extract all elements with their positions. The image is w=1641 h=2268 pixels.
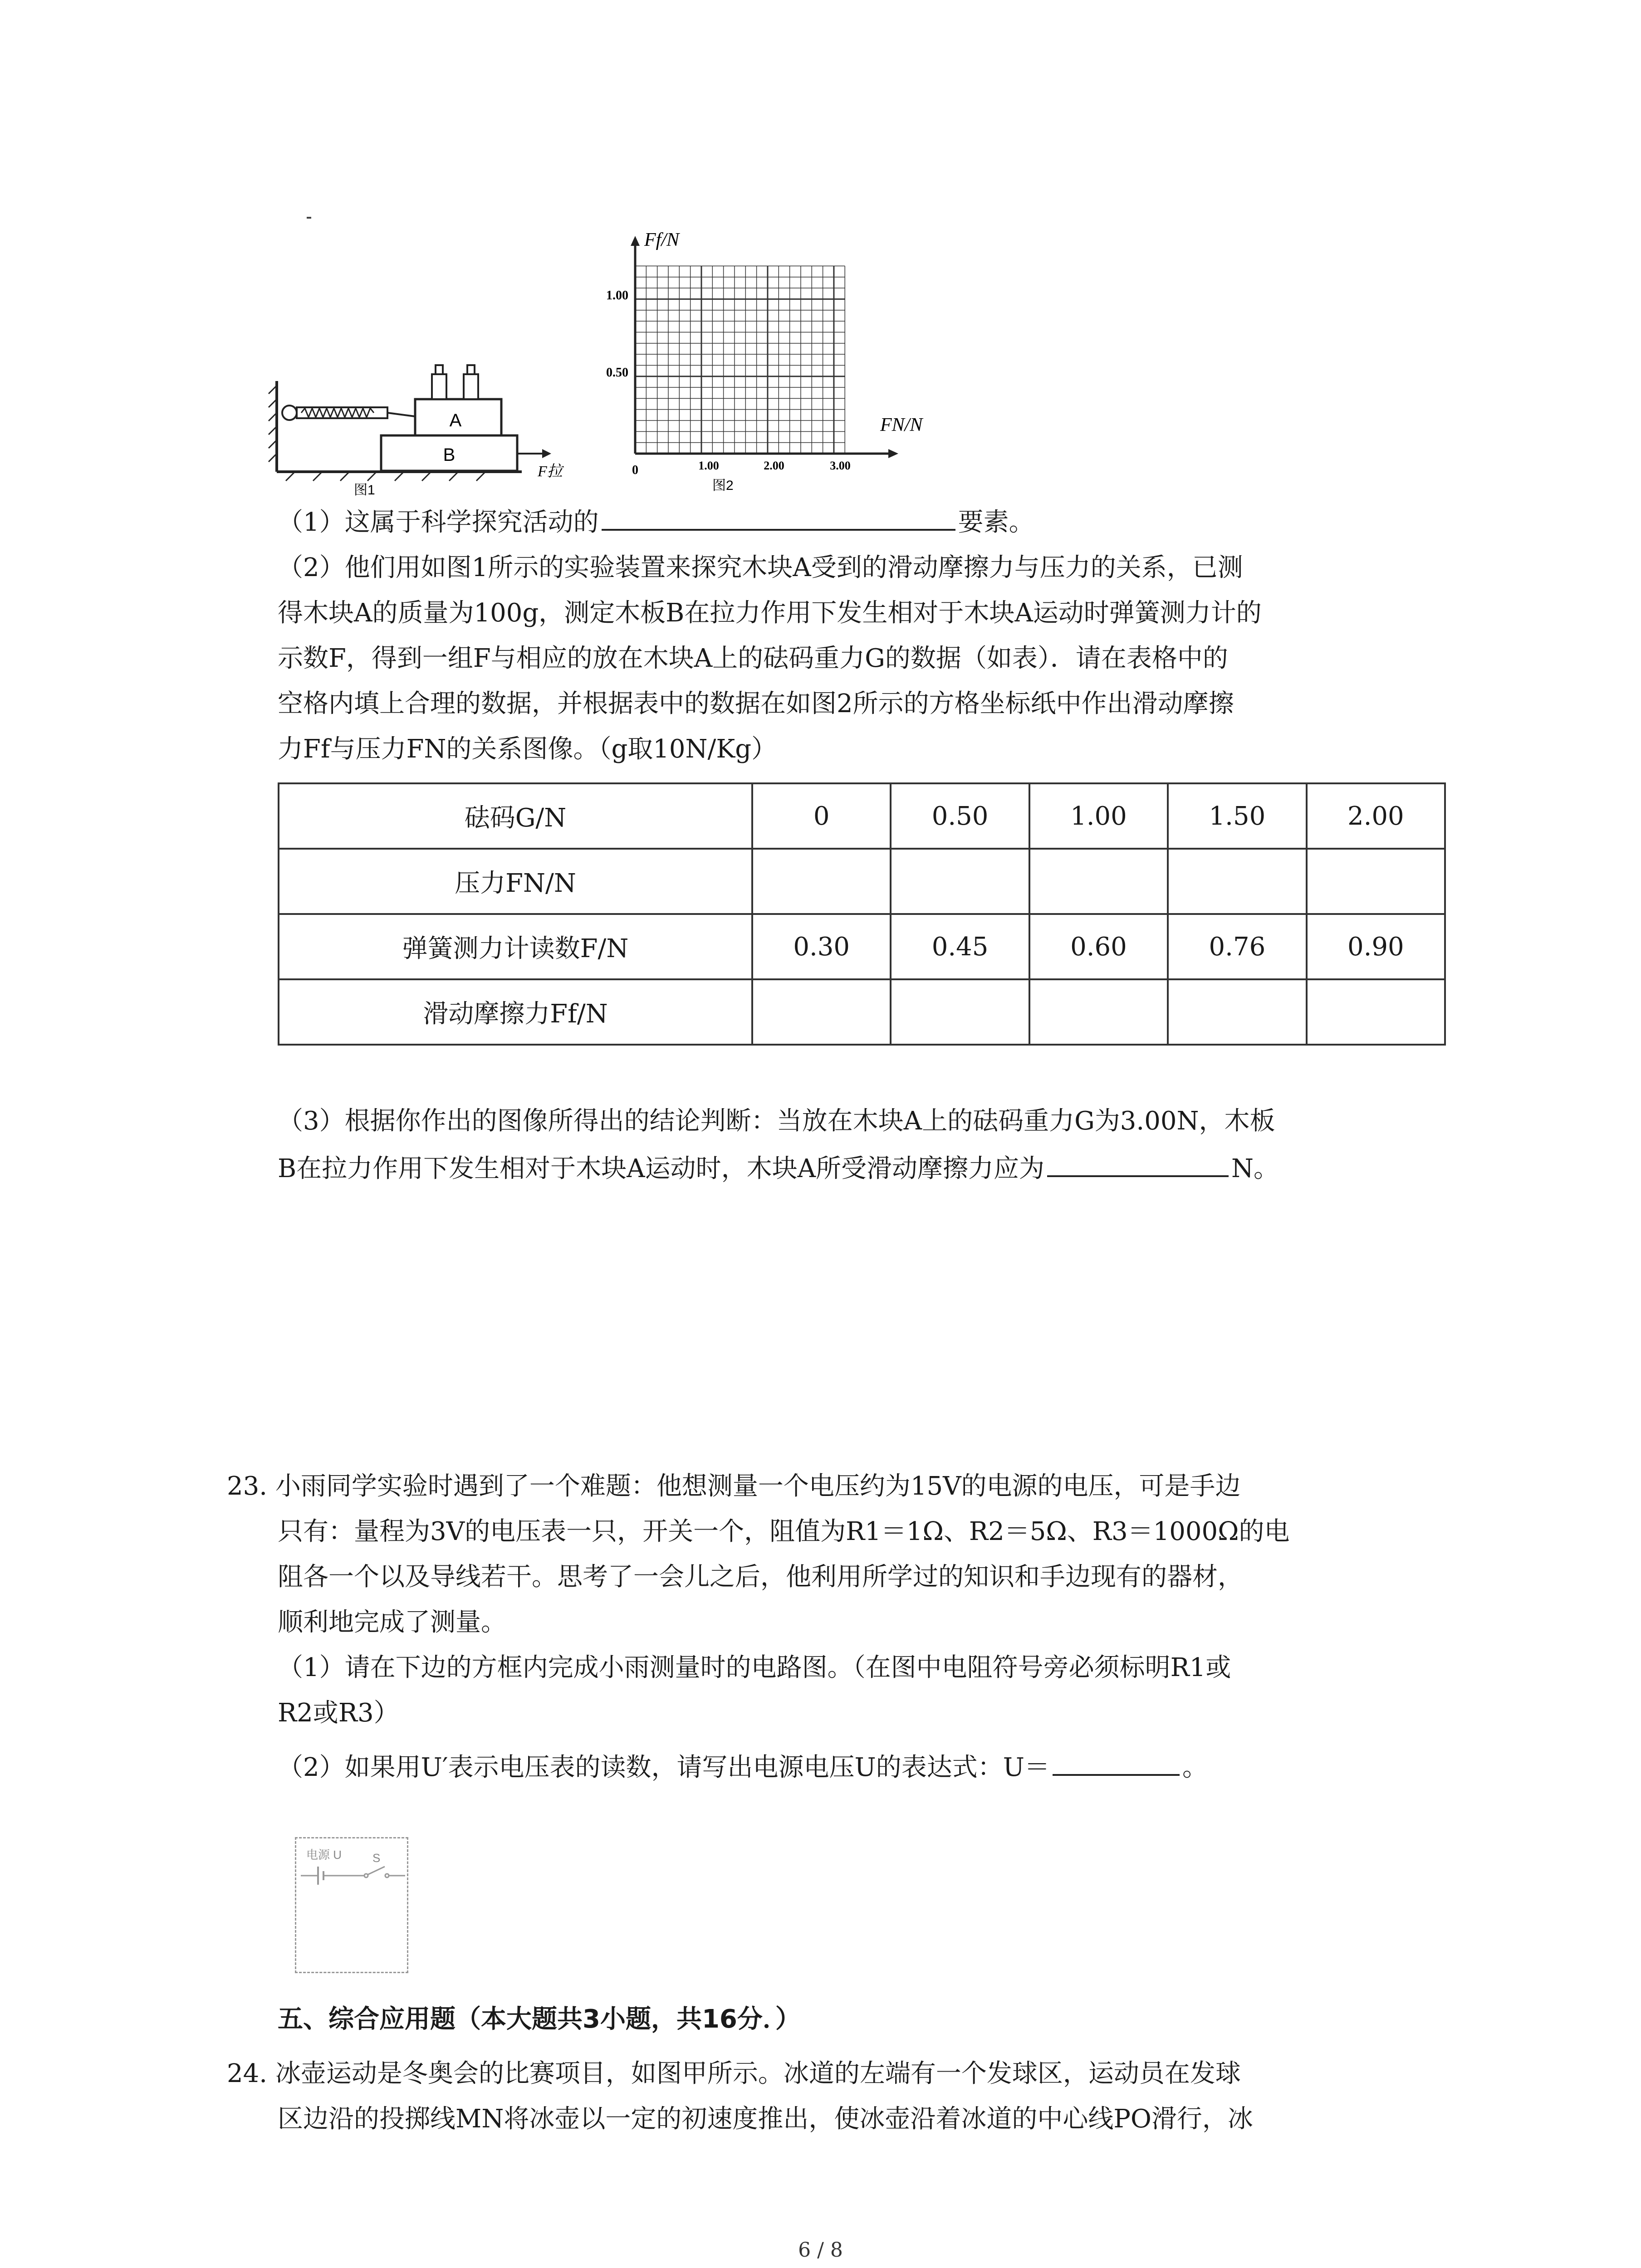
table-cell-empty[interactable] <box>891 979 1029 1045</box>
q22-part1-blank[interactable] <box>602 503 955 531</box>
table-cell-empty[interactable] <box>1029 849 1168 914</box>
table-cell-empty[interactable] <box>891 849 1029 914</box>
table-row <box>279 783 1445 849</box>
fig2-x-label: FN/N <box>880 415 923 435</box>
table-row <box>279 849 1445 914</box>
q22-part2-line3: 示数F，得到一组F与相应的放在木块A上的砝码重力G的数据（如表）．请在表格中的 <box>278 644 1228 673</box>
q23-line1: 23. 小雨同学实验时遇到了一个难题：他想测量一个电压约为15V的电源的电压，可是手边 <box>227 1471 1241 1501</box>
fig2-x-tick: 2.00 <box>764 459 784 472</box>
q24-line2: 区边沿的投掷线MN将冰壶以一定的初速度推出，使冰壶沿着冰道的中心线PO滑行，冰 <box>278 2104 1253 2134</box>
table-cell-empty[interactable] <box>752 849 891 914</box>
table-cell: 0.60 <box>1029 914 1168 979</box>
q23-line4: 顺利地完成了测量。 <box>278 1608 506 1637</box>
q24-line1: 24. 冰壶运动是冬奥会的比赛项目，如图甲所示。冰道的左端有一个发球区，运动员在发球 <box>227 2059 1241 2088</box>
fig2-x-tick: 0 <box>632 463 638 477</box>
figure-1-apparatus <box>268 336 567 499</box>
table-row <box>279 979 1445 1045</box>
table-cell-empty[interactable] <box>1029 979 1168 1045</box>
fig2-x-tick: 3.00 <box>830 459 851 472</box>
fig1-label-a: A <box>449 411 462 430</box>
fig2-x-tick: 1.00 <box>698 459 719 472</box>
fig2-y-label: Ff/N <box>644 230 680 250</box>
q22-part3-line1: （3）根据你作出的图像所得出的结论判断：当放在木块A上的砝码重力G为3.00N，木板 <box>278 1106 1275 1136</box>
data-table <box>278 782 1446 1046</box>
q22-part1: （1）这属于科学探究活动的 要素。 <box>278 503 1034 542</box>
circuit-sketch <box>296 1838 410 1975</box>
q23-line3: 阻各一个以及导线若干。思考了一会儿之后，他利用所学过的知识和手边现有的器材， <box>278 1562 1243 1592</box>
q23-part1-line2: R2或R3） <box>278 1698 399 1728</box>
fig1-force-label: F拉 <box>538 463 563 480</box>
q23-part1-line1: （1）请在下边的方框内完成小雨测量时的电路图。（在图中电阻符号旁必须标明R1或 <box>278 1653 1231 1682</box>
table-row-head: 滑动摩擦力Ff/N <box>279 979 752 1045</box>
page-footer: 6 / 8 <box>798 2239 843 2262</box>
table-cell: 0.30 <box>752 914 891 979</box>
fig1-caption: 图1 <box>354 483 375 498</box>
fig2-y-tick: 1.00 <box>606 288 628 303</box>
fig2-y-tick: 0.50 <box>606 366 628 380</box>
table-cell-empty[interactable] <box>1168 979 1306 1045</box>
table-cell: 0.50 <box>891 783 1029 849</box>
q22-part3-line2: B在拉力作用下发生相对于木块A运动时，木块A所受滑动摩擦力应为 N。 <box>278 1150 1279 1188</box>
q22-part2-line2: 得木块A的质量为100g，测定木板B在拉力作用下发生相对于木块A运动时弹簧测力计的 <box>278 598 1262 628</box>
table-cell: 0.45 <box>891 914 1029 979</box>
table-cell: 0.90 <box>1307 914 1445 979</box>
table-row <box>279 914 1445 979</box>
circuit-switch-label: S <box>372 1851 381 1865</box>
table-cell-empty[interactable] <box>752 979 891 1045</box>
table-cell: 0 <box>752 783 891 849</box>
q22-part3-blank[interactable] <box>1047 1150 1229 1177</box>
q23-part2-blank[interactable] <box>1053 1749 1180 1776</box>
q23-part2: （2）如果用U′表示电压表的读数，请写出电源电压U的表达式：U＝ 。 <box>278 1749 1208 1787</box>
table-row-head: 弹簧测力计读数F/N <box>279 914 752 979</box>
fig1-label-b: B <box>443 445 456 465</box>
stray-mark <box>307 217 311 219</box>
circuit-drawing-box[interactable] <box>295 1837 408 1973</box>
q22-part2-line5: 力Ff与压力FN的关系图像。（g取10N/Kg） <box>278 734 777 764</box>
q23-line2: 只有：量程为3V的电压表一只，开关一个，阻值为R1＝1Ω、R2＝5Ω、R3＝1000Ω的电 <box>278 1517 1290 1546</box>
table-cell: 1.00 <box>1029 783 1168 849</box>
table-row-head: 砝码G/N <box>279 783 752 849</box>
table-cell: 0.76 <box>1168 914 1306 979</box>
table-cell: 1.50 <box>1168 783 1306 849</box>
table-cell-empty[interactable] <box>1307 849 1445 914</box>
q22-part2-line1: （2）他们用如图1所示的实验装置来探究木块A受到的滑动摩擦力与压力的关系，已测 <box>278 553 1243 582</box>
figure-2-graph-grid <box>590 218 953 499</box>
table-row-head: 压力FN/N <box>279 849 752 914</box>
circuit-source-label: 电源 U <box>306 1848 342 1862</box>
table-cell-empty[interactable] <box>1168 849 1306 914</box>
table-cell: 2.00 <box>1307 783 1445 849</box>
section-5-heading: 五、综合应用题（本大题共3小题，共16分．） <box>278 2004 801 2034</box>
fig2-caption: 图2 <box>712 478 734 493</box>
table-cell-empty[interactable] <box>1307 979 1445 1045</box>
q22-part2-line4: 空格内填上合理的数据，并根据表中的数据在如图2所示的方格坐标纸中作出滑动摩擦 <box>278 689 1234 719</box>
